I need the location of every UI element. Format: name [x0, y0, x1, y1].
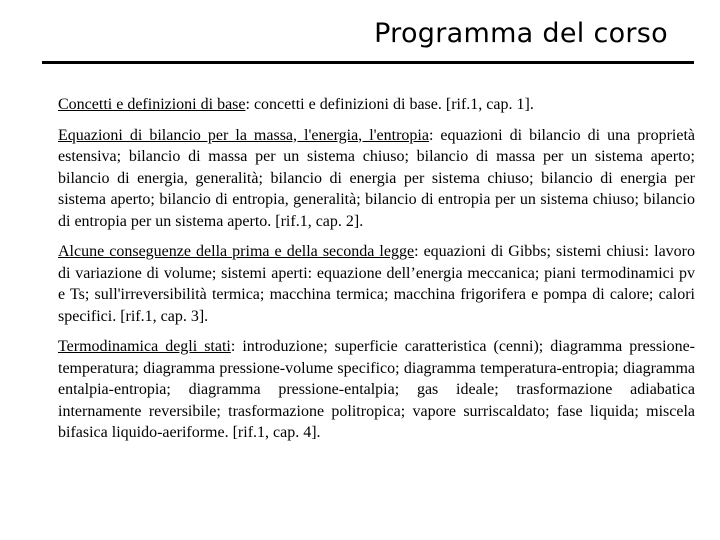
program-item-heading: Termodinamica degli stati: [58, 338, 231, 355]
program-item-heading: Alcune conseguenze della prima e della seconda legge: [58, 243, 415, 260]
program-item-text: : introduzione; superficie caratteristica (cenni); diagramma pressione-temperatura; diagramma pressione-volume specifico; diagramma temperatura-entropia; diagramma entalpia-entropia; diagramma pressione-entalpia; gas ideale; trasformazione adiabatica internamente reversibile; trasformazione politropica; vapore surriscaldato; fase liquida; miscela bifasica liquido-aeriforme. [rif.1, cap. 4].: [58, 338, 696, 441]
program-item-heading: Equazioni di bilancio per la massa, l'energia, l'entropia: [58, 126, 429, 144]
program-item: [58, 94, 695, 116]
program-item-text: : concetti e definizioni di base. [rif.1, cap. 1].: [245, 96, 534, 113]
course-program-list: [58, 94, 695, 453]
program-item: [58, 241, 695, 327]
program-item-text: : equazioni di Gibbs; sistemi chiusi: lavoro di variazione di volume; sistemi aperti: equazione dell’energia meccanica; piani termodinamici pv e Ts; sull'irreversibilità termica; macchina termica; macchina frigorifera e pompa di calore; calori specifici. [rif.1, cap. 3].: [58, 243, 695, 325]
program-item-text: : equazioni di bilancio di una proprietà estensiva; bilancio di massa per un sistema chiuso; bilancio di massa per un sistema aperto; bilancio di energia, generalità; bilancio di energia per sistema chiuso; bilancio di energia per sistema aperto; bilancio di entropia, generalità; bilancio di entropia per un sistema chiuso; bilancio di entropia per un sistema aperto. [rif.1, cap. 2].: [58, 126, 696, 230]
program-item-heading: Concetti e definizioni di base: [58, 96, 246, 113]
slide-title: Programma del corso: [374, 18, 668, 49]
title-divider: [42, 61, 694, 64]
program-item: [58, 125, 695, 233]
program-item: [58, 336, 695, 444]
